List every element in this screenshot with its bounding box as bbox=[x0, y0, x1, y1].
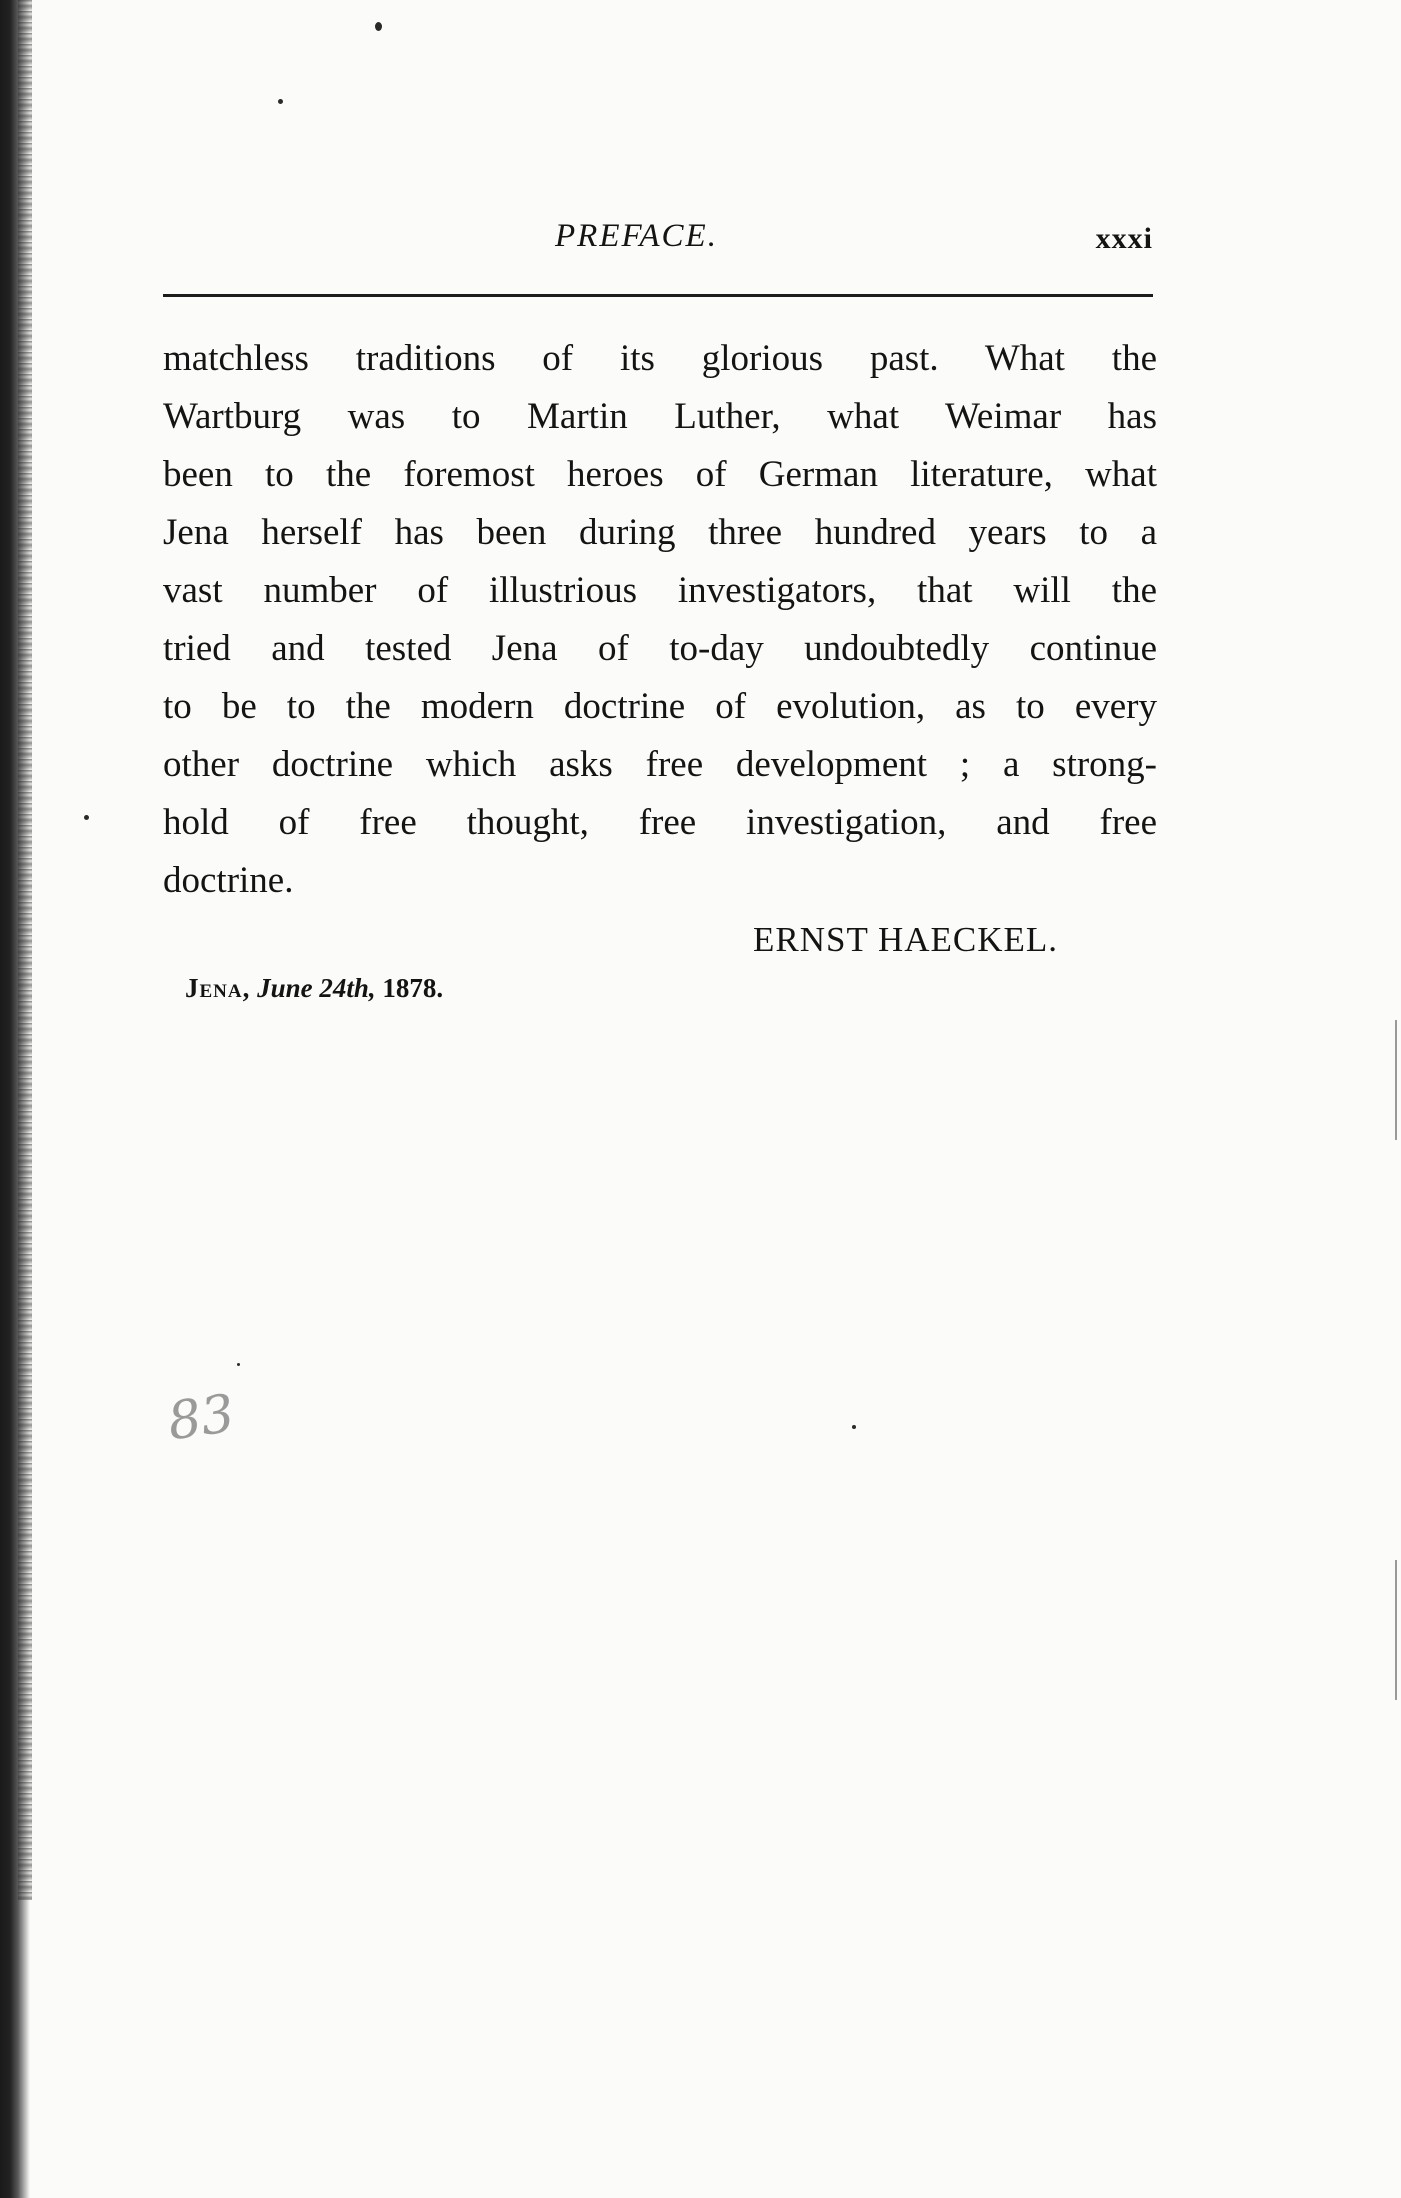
dateline bbox=[185, 973, 443, 1004]
text-line: doctrine. bbox=[163, 860, 294, 901]
text-line: hold of free thought, free investigation, and free bbox=[163, 802, 1157, 843]
page-number: xxxi bbox=[1095, 222, 1153, 255]
dateline-year: 1878. bbox=[382, 973, 444, 1003]
page-edge-mark bbox=[1395, 1020, 1397, 1140]
text-line: to be to the modern doctrine of evolution, as to every bbox=[163, 686, 1157, 727]
page-edge-mark bbox=[1395, 1560, 1397, 1700]
ink-speck bbox=[278, 99, 283, 104]
dateline-place: Jena, bbox=[185, 973, 251, 1003]
body-paragraph bbox=[163, 330, 1157, 910]
text-line: been to the foremost heroes of German literature, what bbox=[163, 454, 1157, 495]
text-line: matchless traditions of its glorious past. What the bbox=[163, 338, 1157, 379]
ink-speck bbox=[375, 22, 382, 31]
running-head: PREFACE. bbox=[555, 218, 718, 254]
pencil-annotation: 83 bbox=[164, 1383, 239, 1453]
ink-speck bbox=[852, 1425, 856, 1429]
page-header bbox=[163, 218, 1153, 268]
ink-speck bbox=[84, 815, 89, 820]
binding-speckle bbox=[18, 0, 32, 1900]
dateline-date: June 24th, bbox=[257, 973, 376, 1003]
text-line: Wartburg was to Martin Luther, what Weimar has bbox=[163, 396, 1157, 437]
author-signature: ERNST HAECKEL. bbox=[753, 920, 1059, 959]
text-line: other doctrine which asks free development ; a strong- bbox=[163, 744, 1157, 785]
header-rule bbox=[163, 294, 1153, 297]
text-line: Jena herself has been during three hundred years to a bbox=[163, 512, 1157, 553]
text-line: tried and tested Jena of to-day undoubtedly continue bbox=[163, 628, 1157, 669]
ink-speck bbox=[237, 1363, 240, 1366]
text-line: vast number of illustrious investigators, that will the bbox=[163, 570, 1157, 611]
